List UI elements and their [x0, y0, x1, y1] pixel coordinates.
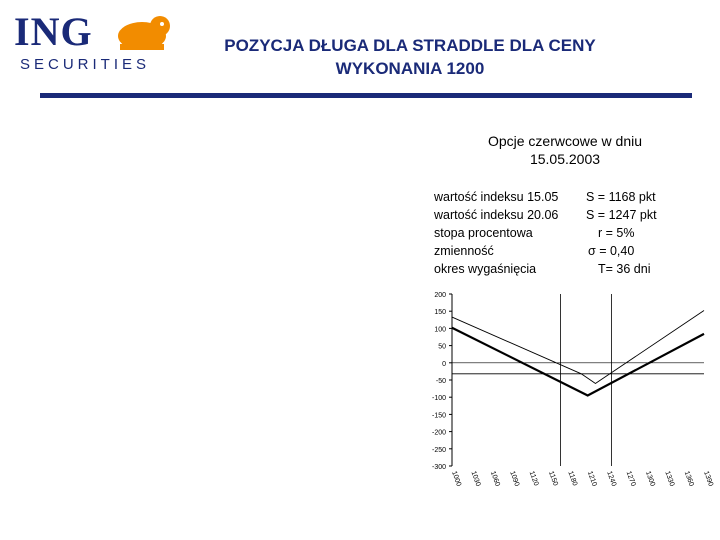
- x-tick-label: 1120: [527, 470, 540, 487]
- x-tick-label: 1150: [547, 470, 559, 487]
- x-tick-label: 1090: [508, 470, 521, 488]
- logo-wordmark: ING: [14, 9, 93, 54]
- x-tick-label: 1390: [702, 470, 715, 488]
- param-row: [434, 188, 684, 206]
- param-label: wartość indeksu 20.06: [434, 208, 559, 222]
- y-tick-label: 50: [438, 343, 446, 351]
- y-tick-label: -250: [431, 446, 446, 454]
- param-label: okres wygaśnięcia: [434, 262, 537, 276]
- title-line-2: WYKONANIA 1200: [335, 59, 485, 78]
- param-value: S = 1247 pkt: [586, 208, 657, 222]
- param-value: r = 5%: [598, 226, 635, 240]
- x-tick-label: 1330: [663, 470, 676, 488]
- page-title: [180, 34, 640, 80]
- param-value: σ = 0,40: [588, 244, 635, 258]
- y-tick-label: -200: [431, 429, 446, 437]
- param-row: [434, 242, 684, 260]
- logo-subtitle: SECURITIES: [20, 56, 151, 73]
- x-tick-label: 1060: [488, 470, 501, 488]
- x-tick-label: 1030: [469, 470, 482, 488]
- param-label: stopa procentowa: [434, 226, 533, 240]
- subtitle-line-1: Opcje czerwcowe w dniu: [487, 133, 643, 149]
- x-tick-label: 1360: [682, 470, 695, 488]
- chart-subtitle: [420, 132, 710, 168]
- y-tick-label: 150: [434, 309, 446, 317]
- payoff-chart: [418, 284, 715, 496]
- title-line-1: POZYCJA DŁUGA DLA STRADDLE DLA CENY: [224, 36, 596, 55]
- param-label: zmienność: [434, 244, 494, 258]
- y-tick-label: 0: [442, 360, 446, 368]
- lion-icon: [114, 10, 174, 54]
- x-tick-label: 1300: [643, 470, 656, 488]
- header-divider: [40, 93, 692, 98]
- x-tick-label: 1000: [450, 470, 463, 488]
- series-line-1: [452, 328, 704, 396]
- ing-securities-logo: [14, 8, 174, 78]
- param-row: [434, 206, 684, 224]
- x-tick-label: 1210: [585, 470, 598, 488]
- y-tick-label: 100: [434, 326, 446, 334]
- param-row: [434, 260, 684, 278]
- subtitle-line-2: 15.05.2003: [529, 151, 601, 167]
- y-tick-label: -300: [431, 464, 446, 471]
- x-tick-label: 1240: [605, 470, 618, 488]
- y-tick-label: 200: [434, 292, 446, 299]
- parameters-list: [434, 188, 684, 278]
- param-label: wartość indeksu 15.05: [434, 190, 559, 204]
- param-row: [434, 224, 684, 242]
- y-tick-label: -50: [435, 378, 446, 385]
- y-tick-label: -150: [431, 412, 446, 420]
- param-value: T= 36 dni: [598, 262, 651, 276]
- x-tick-label: 1270: [624, 470, 637, 488]
- param-value: S = 1168 pkt: [586, 190, 656, 204]
- x-tick-label: 1180: [566, 470, 579, 487]
- y-tick-label: -100: [431, 395, 446, 403]
